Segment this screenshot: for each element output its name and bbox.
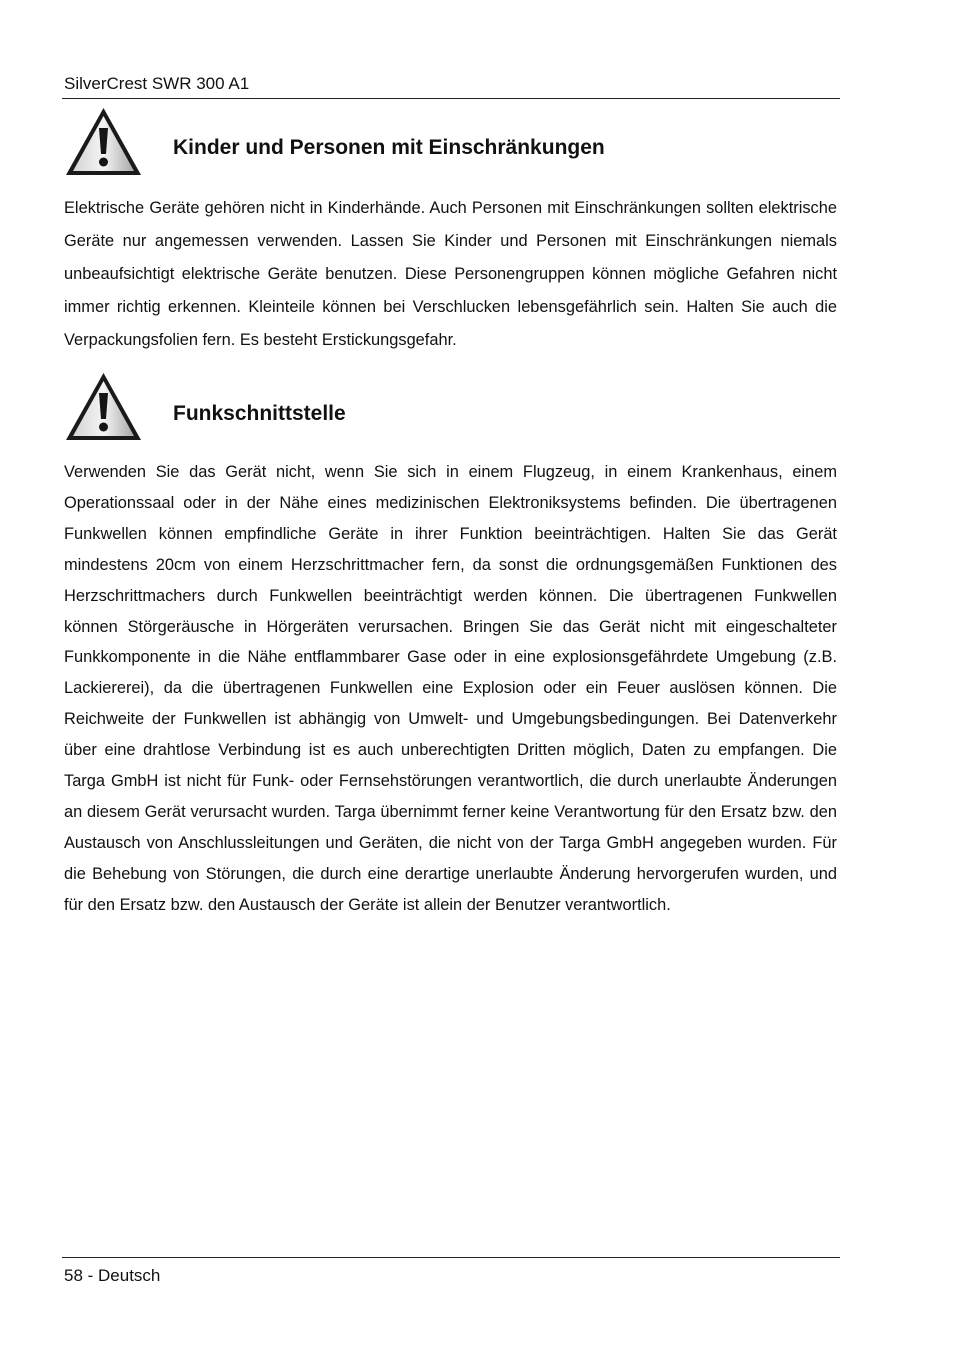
page-number-label: 58 - Deutsch <box>64 1266 161 1285</box>
page-header-title: SilverCrest SWR 300 A1 <box>64 74 250 93</box>
section-heading: Funkschnittstelle <box>173 402 346 425</box>
section-body-text: Elektrische Geräte gehören nicht in Kinderhände. Auch Personen mit Einschränkungen sollten elektrische Geräte nur angemessen verwenden. Lassen Sie Kinder und Personen mit Einschränkungen niemals unbeaufsichtigt elektrische Geräte benutzen. Diese Personengruppen können mögliche Gefahren nicht immer richtig erkennen. Kleinteile können bei Verschlucken lebensgefährlich sein. Halten Sie auch die Verpackungsfolien fern. Es besteht Erstickungsgefahr. <box>64 199 837 349</box>
section-body-text: Verwenden Sie das Gerät nicht, wenn Sie sich in einem Flugzeug, in einem Krankenhaus, einem Operationssaal oder in der Nähe eines medizinischen Elektroniksystems befinden. Die übertragenen Funkwellen können empfindliche Geräte in ihrer Funktion beeinträchtigen. Halten Sie das Gerät mindestens 20cm von einem Herzschrittmacher fern, da sonst die ordnungsgemäßen Funktionen des Herzschrittmachers durch Funkwellen beeinträchtigt werden können. Die übertragenen Funkwellen können Störgeräusche in Hörgeräten verursachen. Bringen Sie das Gerät nicht mit eingeschalteter Funkkomponente in die Nähe entflammbarer Gase oder in eine explosionsgefährdete Umgebung (z.B. Lackiererei), da die übertragenen Funkwellen eine Explosion oder ein Feuer auslösen können. Die Reichweite der Funkwellen ist abhängig von Umwelt- und Umgebungsbedingungen. Bei Datenverkehr über eine drahtlose Verbindung ist es auch unberechtigten Dritten möglich, Daten zu empfangen. Die Targa GmbH ist nicht für Funk- oder Fernsehstörungen verantwortlich, die durch unerlaubte Änderungen an diesem Gerät verursacht wurden. Targa übernimmt ferner keine Verantwortung für den Ersatz bzw. den Austausch von Anschlussleitungen und Geräten, die nicht von der Targa GmbH angegeben wurden. Für die Behebung von Störungen, die durch eine derartige unerlaubte Änderung hervorgerufen wurden, und für den Ersatz bzw. den Austausch der Geräte ist allein der Benutzer verantwortlich. <box>64 463 837 914</box>
warning-triangle-icon <box>64 371 143 442</box>
warning-triangle-icon <box>64 106 143 177</box>
header-divider <box>62 98 840 99</box>
section-heading: Kinder und Personen mit Einschränkungen <box>173 136 605 159</box>
footer-divider <box>62 1257 840 1258</box>
